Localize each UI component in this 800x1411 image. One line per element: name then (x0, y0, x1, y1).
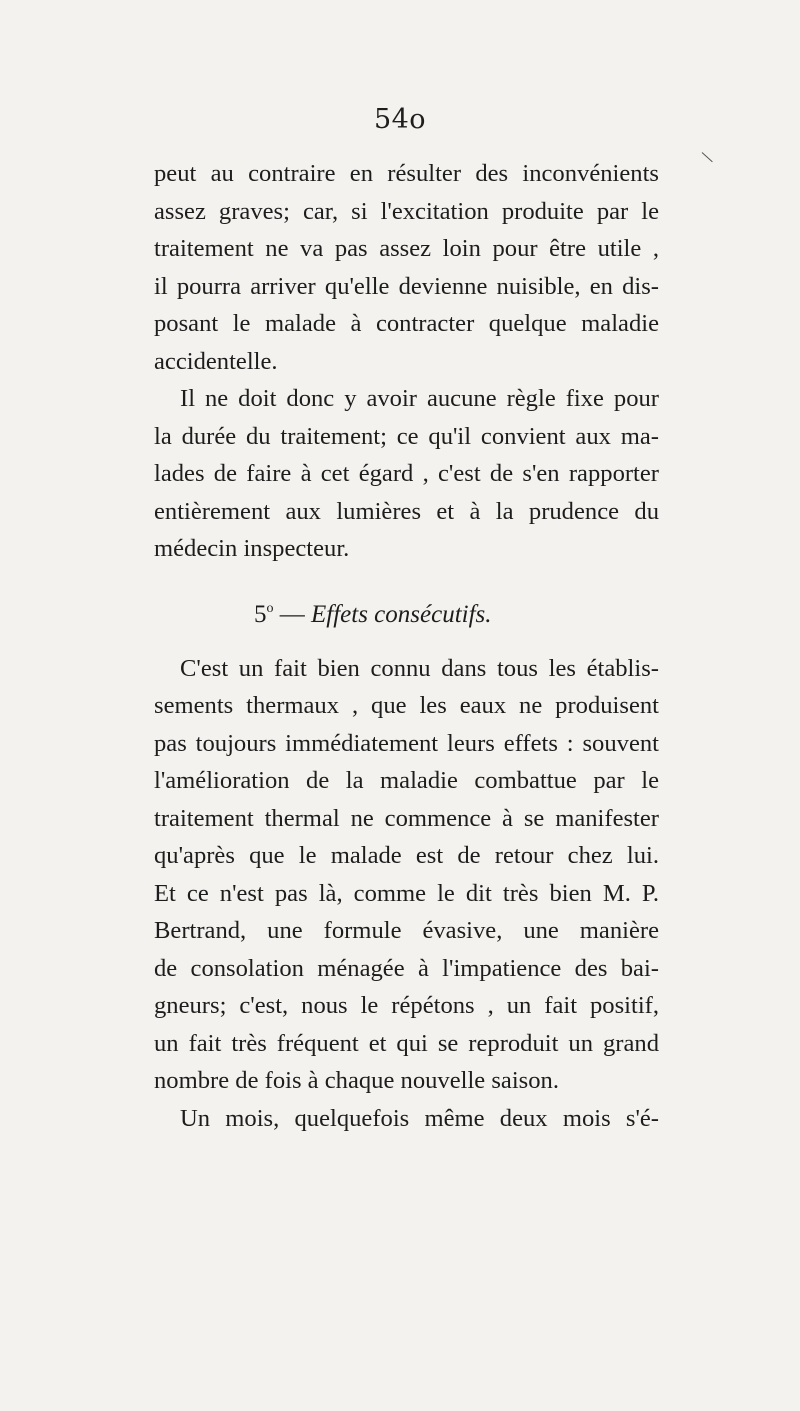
text-line: sements thermaux , que les eaux ne produisent (154, 692, 659, 719)
text-line: nombre de fois à chaque nouvelle saison. (154, 1067, 559, 1094)
text-line: posant le malade à contracter quelque maladie (154, 310, 659, 337)
text-line: accidentelle. (154, 347, 278, 375)
text-line: il pourra arriver qu'elle devienne nuisible, en dis- (154, 272, 659, 300)
section-heading (154, 568, 659, 650)
text-line: peut au contraire en résulter des inconvénients (154, 160, 659, 187)
text-line: assez graves; car, si l'excitation produite par le (154, 197, 659, 225)
text-line: l'amélioration de la maladie combattue par le (154, 767, 659, 794)
text-line: traitement thermal ne commence à se manifester (154, 804, 659, 832)
text-line: traitement ne va pas assez loin pour être utile , (154, 235, 659, 262)
text-line: C'est un fait bien connu dans tous les établis- (180, 654, 659, 682)
heading-number: 5$^o$ (254, 600, 274, 628)
text-line: un fait très fréquent et qui se reproduit un grand (154, 1029, 659, 1057)
stray-ink-mark (702, 152, 713, 162)
text-line: Il ne doit donc y avoir aucune règle fixe pour (180, 385, 659, 412)
text-line: entièrement aux lumières et à la prudence du (154, 497, 659, 525)
text-line: pas toujours immédiatement leurs effets : souvent (154, 729, 659, 757)
page-number: 54o (373, 104, 427, 135)
text-line: Bertrand, une formule évasive, une manière (154, 917, 659, 944)
text-line: lades de faire à cet égard , c'est de s'en rapporter (154, 460, 659, 487)
text-line: de consolation ménagée à l'impatience des bai- (154, 954, 659, 982)
heading-dash: — (273, 600, 311, 628)
body-text (154, 155, 659, 1137)
text-line: médecin inspecteur. (154, 535, 350, 562)
text-line: qu'après que le malade est de retour chez lui. (154, 842, 659, 869)
heading-title: Effets consécutifs. (311, 600, 492, 628)
text-line: gneurs; c'est, nous le répétons , un fait positif, (154, 992, 659, 1019)
text-line: la durée du traitement; ce qu'il convient aux ma- (154, 422, 659, 450)
text-line: Et ce n'est pas là, comme le dit très bien M. P. (154, 879, 659, 907)
text-line: Un mois, quelquefois même deux mois s'é- (180, 1104, 659, 1132)
